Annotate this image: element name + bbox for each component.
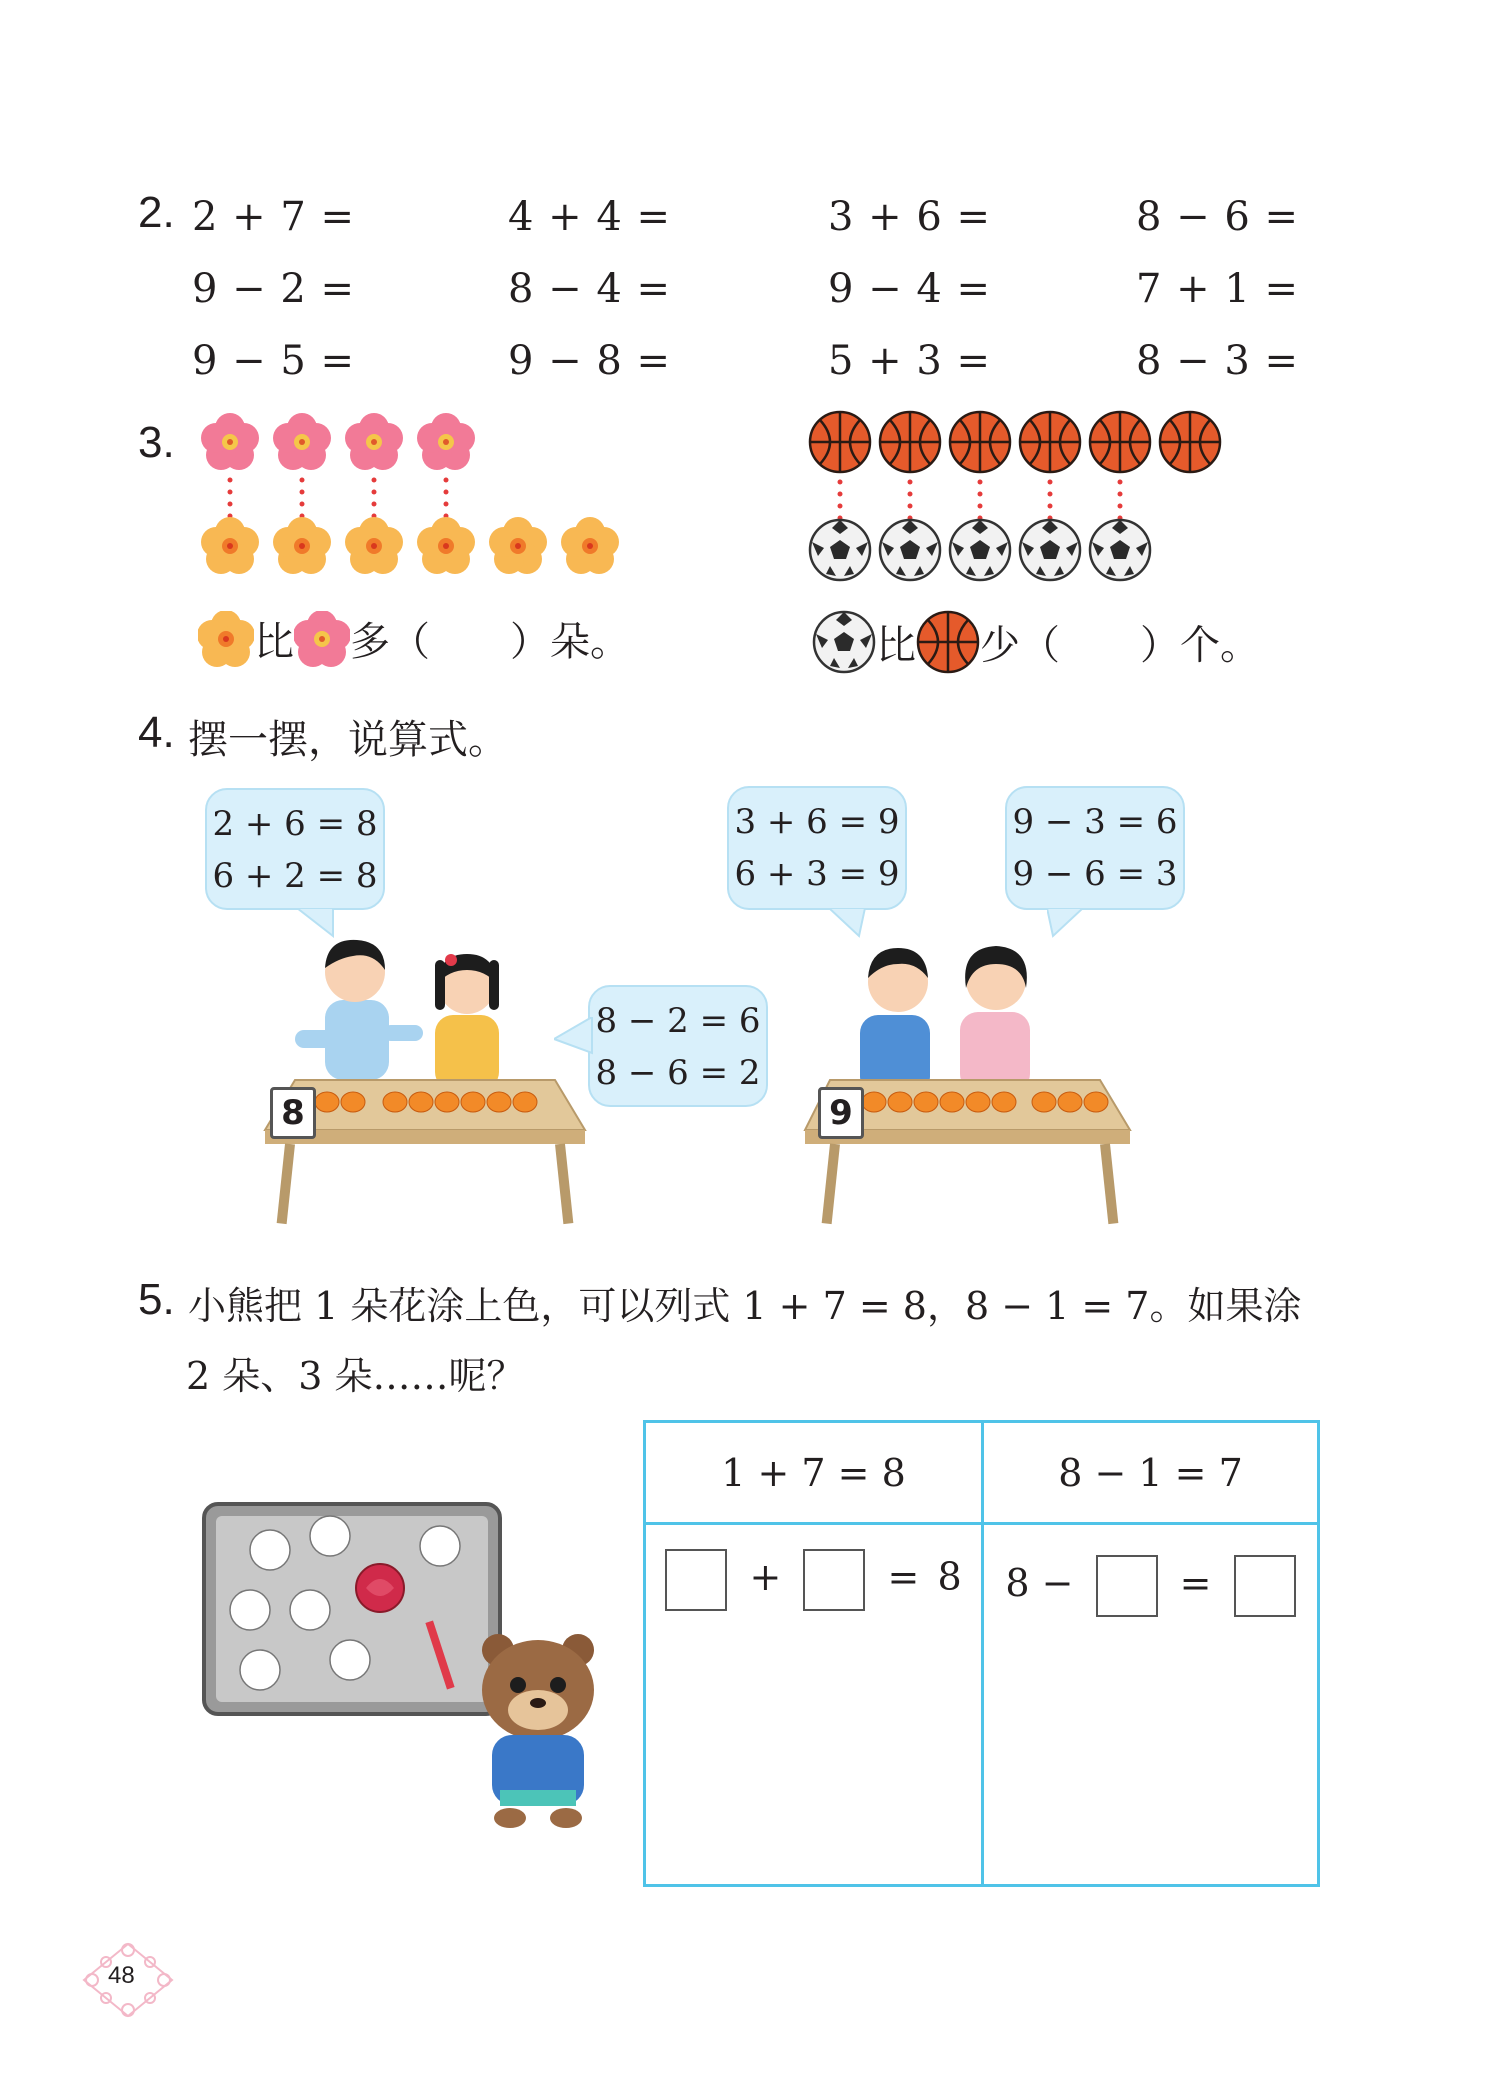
orange-flower-icon: [201, 517, 259, 574]
q2-r1c2: 4 + 4 =: [508, 194, 672, 240]
girl-figure: [435, 954, 499, 1090]
soccer-ball-icon: [1090, 520, 1150, 580]
orange-flower-row: [201, 517, 619, 574]
number-card-9-label: 9: [829, 1093, 853, 1133]
bubble-3-line-2: 6 + 3 = 9: [734, 854, 900, 894]
bear-board-illustration: [200, 1500, 600, 1830]
boy-figure: [295, 940, 423, 1080]
orange-flower-icon: [489, 517, 547, 574]
q4-number: 4.: [138, 708, 175, 757]
q5-answer-table: [643, 1420, 1320, 1887]
q2-r2c4: 7 + 1 =: [1136, 266, 1300, 312]
q5-text-line-1: 小熊把 1 朵花涂上色，可以列式 1 + 7 = 8，8 − 1 = 7。如果涂: [188, 1284, 1302, 1328]
children-table-scene-right: [800, 930, 1140, 1230]
bubble-1-line-2: 6 + 2 = 8: [212, 856, 378, 896]
table-head-addition: [645, 1422, 983, 1524]
q2-r1c4: 8 − 6 =: [1136, 194, 1300, 240]
orange-flower-icon: [273, 517, 331, 574]
q3-left-illustration: [180, 400, 640, 600]
page-number: 48: [108, 1962, 135, 1989]
q3-right-illustration: [800, 400, 1260, 600]
basketball-row: [810, 412, 1220, 472]
answer-box[interactable]: [665, 1549, 727, 1611]
number-card-9: [818, 1087, 864, 1139]
answer-box[interactable]: [803, 1549, 865, 1611]
pink-flower-icon: [417, 413, 475, 470]
q4-title: 摆一摆，说算式。: [188, 717, 508, 763]
pink-flower-icon: [294, 611, 350, 667]
pink-flower-icon: [345, 413, 403, 470]
match-dots-right: [838, 480, 1123, 521]
pink-flower-icon: [201, 413, 259, 470]
basketball-icon: [1020, 412, 1080, 472]
q3-left-bi: 比: [254, 619, 294, 665]
basketball-icon: [1090, 412, 1150, 472]
q3-left-blank[interactable]: 多（ ）朵。: [350, 619, 630, 665]
q2-r1c1: 2 + 7 =: [192, 194, 356, 240]
table-head-subtraction: [983, 1422, 1319, 1524]
soccer-ball-row: [810, 520, 1150, 580]
speech-bubble-2: [588, 985, 768, 1107]
equals-sign: =: [887, 1554, 920, 1599]
colored-flower-icon: [356, 1564, 404, 1612]
q3-left-sentence: [198, 610, 630, 666]
q2-r3c2: 9 − 8 =: [508, 338, 672, 384]
subtraction-answer-row: [985, 1555, 1316, 1617]
bubble-2-line-1: 8 − 2 = 6: [595, 1001, 761, 1041]
table-head-addition-text: 1 + 7 = 8: [721, 1450, 906, 1495]
orange-row-left: [315, 1092, 537, 1112]
q3-number: 3.: [138, 418, 175, 467]
pink-flower-icon: [273, 413, 331, 470]
soccer-ball-icon: [880, 520, 940, 580]
boy-figure: [860, 948, 930, 1095]
q2-number: 2.: [138, 188, 175, 237]
basketball-icon: [950, 412, 1010, 472]
minuend-eight: 8 −: [1005, 1560, 1074, 1605]
bubble-1-line-1: 2 + 6 = 8: [212, 804, 378, 844]
orange-flower-icon: [345, 517, 403, 574]
addition-answer-cell: [645, 1524, 983, 1886]
answer-box[interactable]: [1234, 1555, 1296, 1617]
number-card-8: [270, 1087, 316, 1139]
orange-flower-icon: [198, 611, 254, 667]
q5-text-line-2: 2 朵、3 朵……呢？: [186, 1354, 525, 1398]
soccer-ball-icon: [810, 520, 870, 580]
bubble-4-line-1: 9 − 3 = 6: [1012, 802, 1178, 842]
soccer-ball-icon: [1020, 520, 1080, 580]
match-dots-left: [228, 478, 449, 519]
table-head-subtraction-text: 8 − 1 = 7: [1058, 1450, 1243, 1495]
pink-flower-row: [201, 413, 475, 470]
bubble-4-line-2: 9 − 6 = 3: [1012, 854, 1178, 894]
q2-r2c2: 8 − 4 =: [508, 266, 672, 312]
q2-r3c4: 8 − 3 =: [1136, 338, 1300, 384]
sum-eight: 8: [937, 1554, 962, 1599]
orange-flower-icon: [561, 517, 619, 574]
addition-answer-row: [647, 1549, 980, 1611]
basketball-icon: [880, 412, 940, 472]
girl-figure: [960, 946, 1030, 1092]
soccer-ball-icon: [950, 520, 1010, 580]
orange-row-right: [862, 1092, 1108, 1112]
speech-bubble-1: [205, 788, 385, 910]
plus-sign: +: [749, 1554, 782, 1599]
basketball-icon: [810, 412, 870, 472]
bubble-2-line-2: 8 − 6 = 2: [595, 1053, 761, 1093]
basketball-icon: [916, 610, 980, 674]
subtraction-answer-cell: [983, 1524, 1319, 1886]
speech-bubble-4: [1005, 786, 1185, 910]
bubble-3-line-1: 3 + 6 = 9: [734, 802, 900, 842]
q2-r2c3: 9 − 4 =: [828, 266, 992, 312]
q3-right-blank[interactable]: 少（ ）个。: [980, 622, 1260, 669]
q3-right-sentence: [812, 610, 1260, 674]
answer-box[interactable]: [1096, 1555, 1158, 1617]
q5-number: 5.: [138, 1275, 175, 1324]
soccer-ball-icon: [812, 610, 876, 674]
q2-r3c1: 9 − 5 =: [192, 338, 356, 384]
q2-r3c3: 5 + 3 =: [828, 338, 992, 384]
q2-r1c3: 3 + 6 =: [828, 194, 992, 240]
equals-sign: =: [1179, 1560, 1212, 1605]
speech-bubble-3: [727, 786, 907, 910]
q3-right-bi: 比: [876, 622, 916, 669]
children-table-scene-left: [255, 930, 595, 1230]
number-card-8-label: 8: [281, 1093, 305, 1133]
orange-flower-icon: [417, 517, 475, 574]
basketball-icon: [1160, 412, 1220, 472]
q2-r2c1: 9 − 2 =: [192, 266, 356, 312]
